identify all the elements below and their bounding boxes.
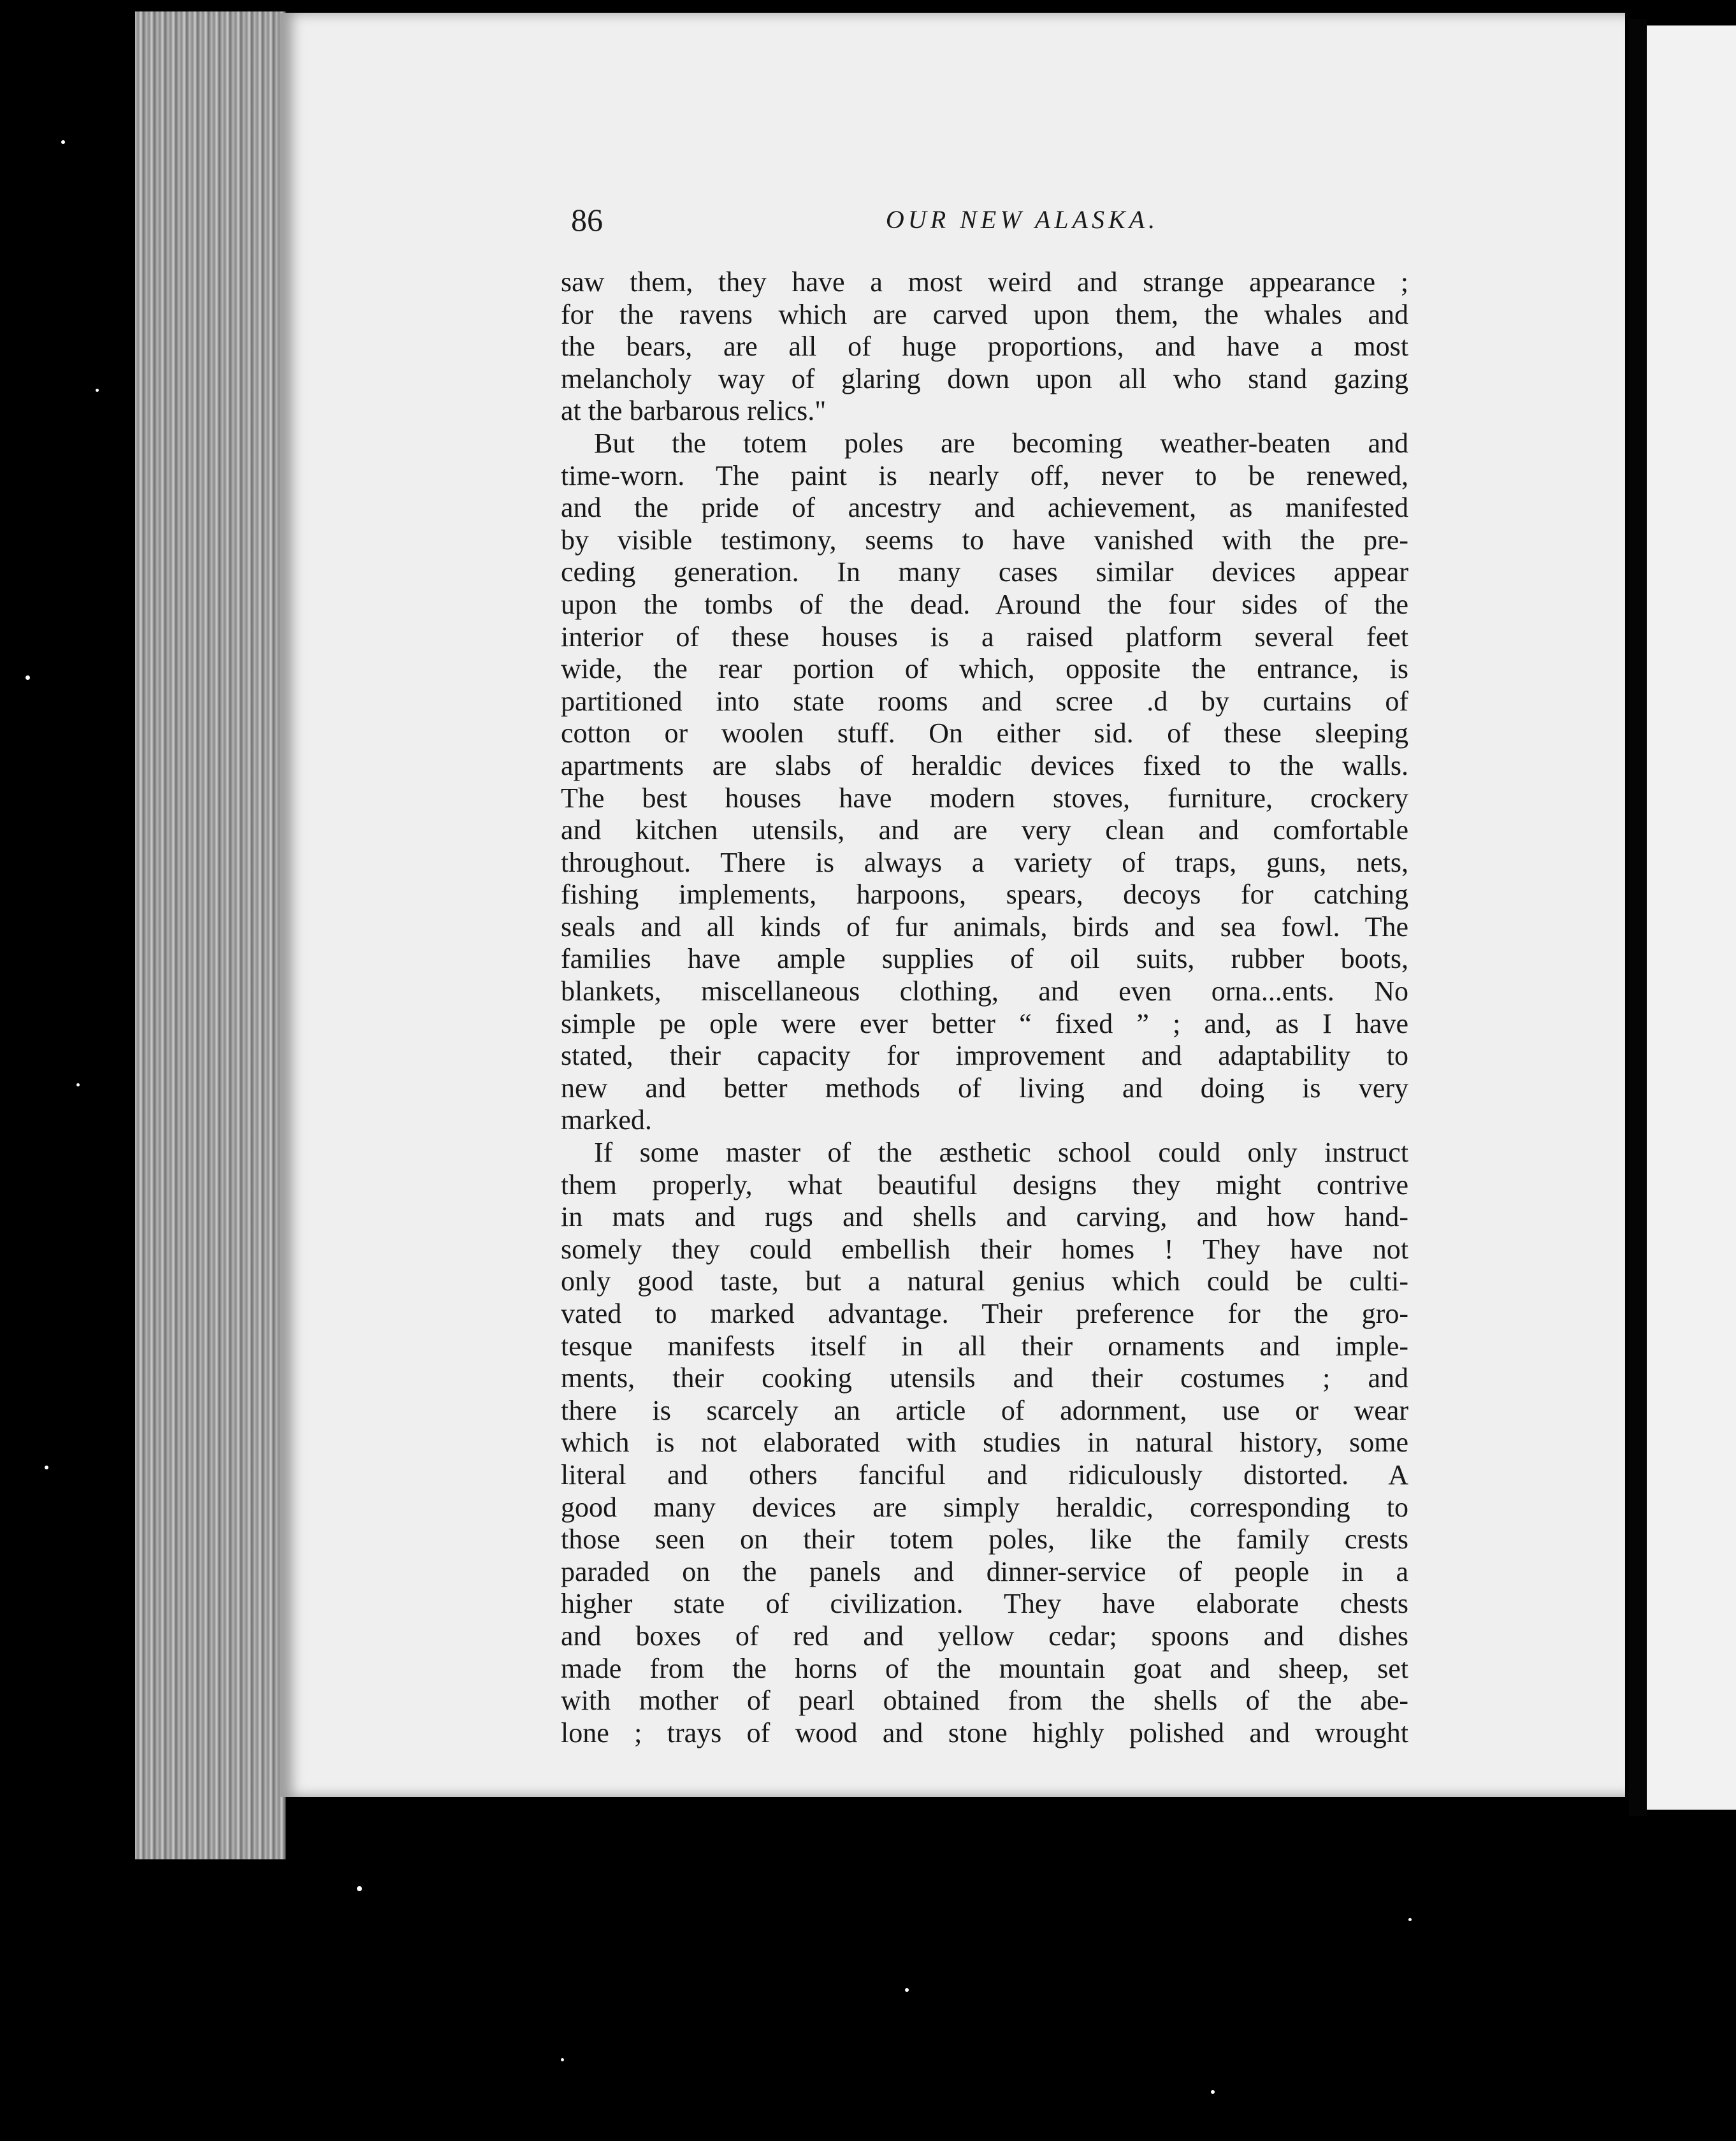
text-line: higher state of civilization. They have elaborate chests — [561, 1588, 1408, 1620]
text-line: partitioned into state rooms and scree .d by curtains of — [561, 685, 1408, 717]
text-line: at the barbarous relics." — [561, 395, 827, 427]
text-line: seals and all kinds of fur animals, birds and sea fowl. The — [561, 911, 1408, 942]
scan-speck — [1211, 2090, 1215, 2094]
text-line: made from the horns of the mountain goat and sheep, set — [561, 1652, 1408, 1684]
text-line: with mother of pearl obtained from the shells of the abe- — [561, 1685, 1408, 1717]
text-line: lone ; trays of wood and stone highly polished and wrought — [561, 1717, 1408, 1748]
scan-speck — [905, 1988, 909, 1992]
paragraph-start-line: If some master of the æsthetic school could only instruct — [594, 1137, 1408, 1169]
text-line: melancholy way of glaring down upon all who stand gazing — [561, 363, 1408, 394]
page-edges-stack — [135, 11, 286, 1859]
text-line: them properly, what beautiful designs they might contrive — [561, 1169, 1408, 1200]
page-number: 86 — [571, 202, 603, 238]
text-line: by visible testimony, seems to have vanished with the pre- — [561, 524, 1408, 556]
text-line: time-worn. The paint is nearly off, never to be renewed, — [561, 459, 1408, 491]
scan-speck — [45, 1466, 48, 1469]
text-line: somely they could embellish their homes ! They have not — [561, 1233, 1408, 1265]
scan-speck — [357, 1886, 362, 1891]
scan-speck — [25, 675, 30, 680]
text-line: new and better methods of living and doing is very — [561, 1072, 1408, 1104]
text-line: and kitchen utensils, and are very clean and comfortable — [561, 814, 1408, 846]
running-head — [565, 198, 1403, 242]
text-line: for the ravens which are carved upon them, the whales and — [561, 298, 1408, 330]
text-line: ceding generation. In many cases similar devices appear — [561, 556, 1408, 588]
text-line: interior of these houses is a raised platform several feet — [561, 621, 1408, 652]
text-line: literal and others fanciful and ridiculously distorted. A — [561, 1459, 1408, 1490]
text-line: and the pride of ancestry and achievement, as manifested — [561, 492, 1408, 524]
scan-speck — [1408, 1918, 1412, 1921]
text-line: tesque manifests itself in all their ornaments and imple- — [561, 1330, 1408, 1362]
scan-speck — [96, 389, 99, 392]
running-title: OUR NEW ALASKA. — [885, 205, 1159, 234]
text-line: there is scarcely an article of adornment, use or wear — [561, 1394, 1408, 1426]
text-line: in mats and rugs and shells and carving, and how hand- — [561, 1201, 1408, 1233]
text-line: vated to marked advantage. Their preference for the gro- — [561, 1298, 1408, 1329]
text-line: saw them, they have a most weird and strange appearance ; — [561, 266, 1408, 298]
text-line: only good taste, but a natural genius which could be culti- — [561, 1265, 1408, 1297]
text-line: blankets, miscellaneous clothing, and even orna...ents. No — [561, 976, 1408, 1007]
scan-speck — [61, 140, 65, 144]
page-gutter — [1629, 19, 1647, 1816]
text-line: marked. — [561, 1104, 652, 1136]
text-line: families have ample supplies of oil suits, rubber boots, — [561, 943, 1408, 975]
text-line: apartments are slabs of heraldic devices fixed to the walls. — [561, 749, 1408, 781]
text-line: those seen on their totem poles, like the family crests — [561, 1524, 1408, 1555]
scan-speck — [76, 1083, 80, 1086]
body-text — [561, 266, 1408, 1749]
text-line: upon the tombs of the dead. Around the four sides of the — [561, 588, 1408, 620]
text-line: throughout. There is always a variety of traps, guns, nets, — [561, 846, 1408, 878]
text-line: ments, their cooking utensils and their costumes ; and — [561, 1362, 1408, 1394]
facing-page-edge — [1647, 25, 1736, 1810]
text-line: the bears, are all of huge proportions, and have a most — [561, 331, 1408, 363]
text-line: stated, their capacity for improvement and adaptability to — [561, 1040, 1408, 1072]
text-line: wide, the rear portion of which, opposite the entrance, is — [561, 653, 1408, 685]
text-line: which is not elaborated with studies in natural history, some — [561, 1427, 1408, 1459]
text-line: and boxes of red and yellow cedar; spoons and dishes — [561, 1620, 1408, 1652]
text-line: simple pe ople were ever better “ fixed ” ; and, as I have — [561, 1007, 1408, 1039]
text-line: The best houses have modern stoves, furniture, crockery — [561, 782, 1408, 814]
paragraph-start-line: But the totem poles are becoming weather-beaten and — [594, 427, 1408, 459]
text-line: fishing implements, harpoons, spears, decoys for catching — [561, 879, 1408, 911]
text-line: cotton or woolen stuff. On either sid. of these sleeping — [561, 717, 1408, 749]
text-line: paraded on the panels and dinner-service of people in a — [561, 1555, 1408, 1587]
scan-speck — [561, 2058, 564, 2061]
text-line: good many devices are simply heraldic, corresponding to — [561, 1491, 1408, 1523]
